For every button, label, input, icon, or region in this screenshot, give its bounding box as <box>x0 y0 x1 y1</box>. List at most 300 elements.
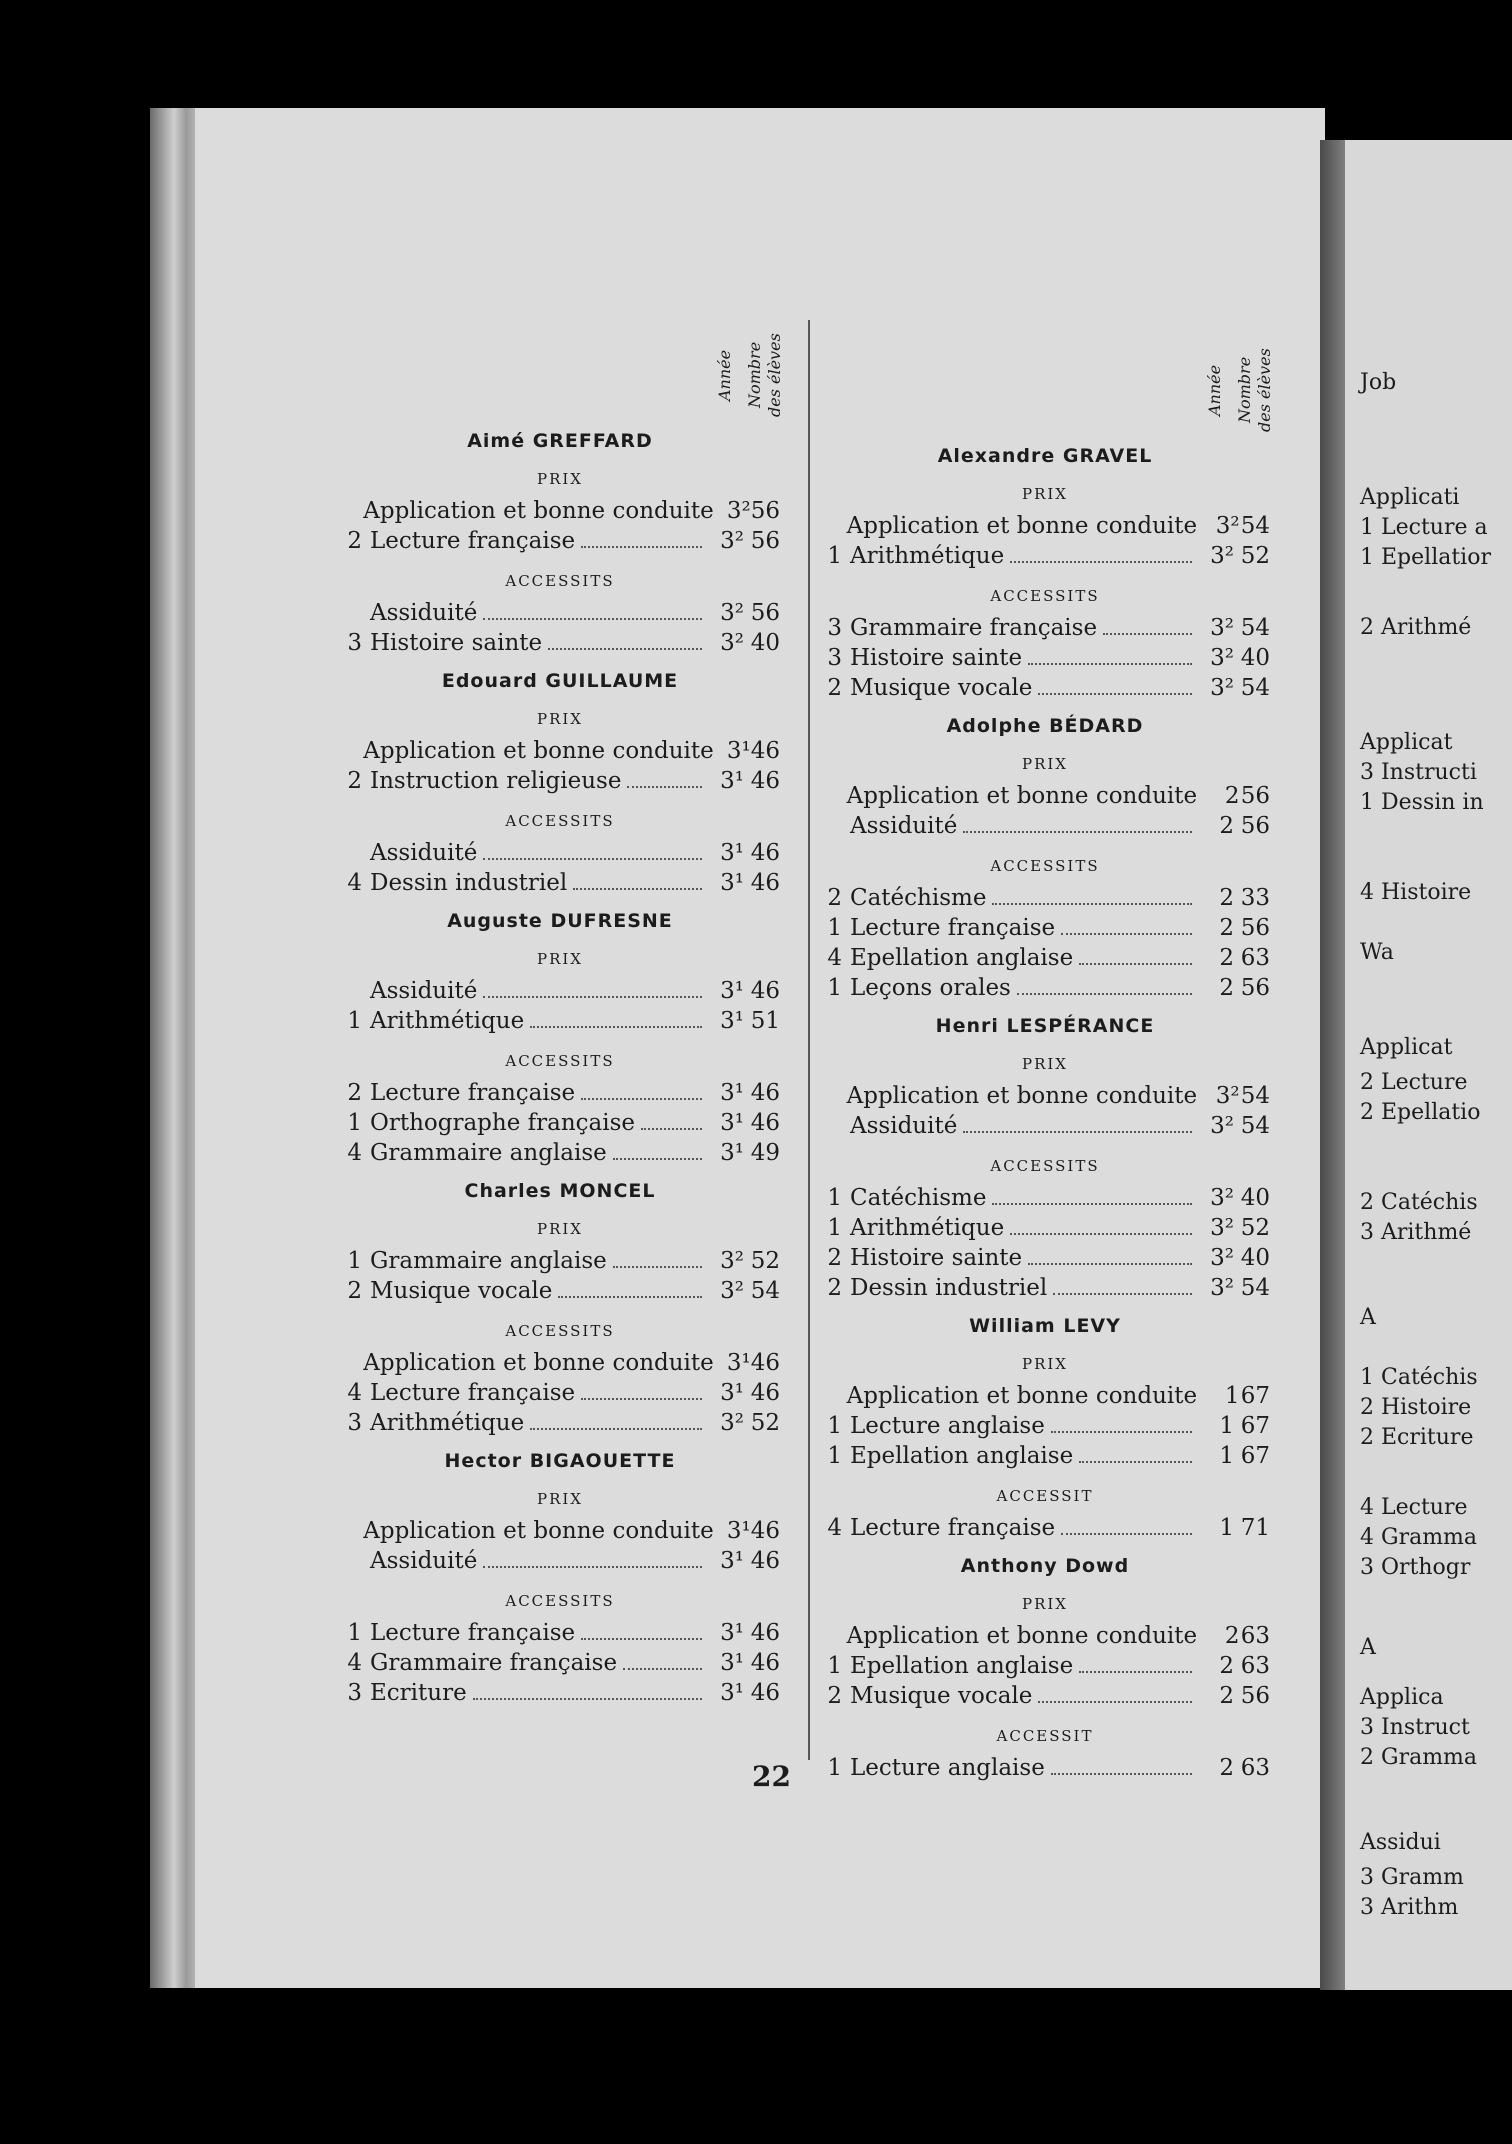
award-row <box>340 1080 780 1110</box>
count-value: 52 <box>1240 1215 1270 1241</box>
rank-number: 2 <box>827 1683 842 1709</box>
rank-number: 4 <box>347 1380 362 1406</box>
rank-number: 1 <box>827 543 842 569</box>
section-label: ACCESSITS <box>990 857 1100 875</box>
award-section <box>340 1592 780 1710</box>
subject-name: Application et bonne conduite <box>846 783 1198 809</box>
award-row <box>820 675 1270 705</box>
award-row <box>820 975 1270 1005</box>
count-value: 56 <box>1240 783 1270 809</box>
count-value: 56 <box>1240 813 1270 839</box>
student-entry <box>820 1015 1270 1305</box>
dot-leader <box>992 1203 1192 1205</box>
next-page-line: 3 Gramm <box>1360 1865 1464 1890</box>
next-page-line: 1 Catéchis <box>1360 1365 1478 1390</box>
year-value: 3² <box>1210 675 1234 701</box>
award-row <box>340 768 780 798</box>
subject-name: Catéchisme <box>850 885 987 911</box>
next-page-line: 1 Lecture a <box>1360 515 1488 540</box>
subject-name: Grammaire française <box>370 1650 618 1676</box>
student-name: Henri LESPÉRANCE <box>935 1015 1155 1037</box>
year-value: 3² <box>1210 615 1234 641</box>
award-row <box>340 840 780 870</box>
count-value: 52 <box>750 1248 780 1274</box>
count-value: 46 <box>750 1680 780 1706</box>
next-page-line: 4 Gramma <box>1360 1525 1478 1550</box>
award-row <box>820 1683 1270 1713</box>
count-value: 67 <box>1240 1443 1270 1469</box>
student-entry <box>340 1450 780 1710</box>
count-value: 40 <box>1240 645 1270 671</box>
section-label: ACCESSITS <box>990 1157 1100 1175</box>
count-value: 46 <box>750 1110 780 1136</box>
section-label: PRIX <box>537 1220 583 1238</box>
dot-leader <box>613 1158 702 1160</box>
count-value: 54 <box>750 1278 780 1304</box>
next-page-line: 3 Instruct <box>1360 1715 1470 1740</box>
rank-number: 3 <box>347 1410 362 1436</box>
student-entry <box>820 1555 1270 1785</box>
rank-number: 1 <box>827 1755 842 1781</box>
award-row <box>820 1113 1270 1143</box>
rank-number: 3 <box>827 615 842 641</box>
award-section <box>820 1727 1270 1785</box>
dot-leader <box>963 831 1192 833</box>
award-row <box>820 813 1270 843</box>
award-row <box>820 1245 1270 1275</box>
subject-name: Epellation anglaise <box>850 1653 1074 1679</box>
next-page-line: 2 Catéchis <box>1360 1190 1478 1215</box>
rank-number: 2 <box>827 885 842 911</box>
count-value: 46 <box>750 870 780 896</box>
count-value: 46 <box>750 840 780 866</box>
count-value: 51 <box>750 1008 780 1034</box>
subject-name: Assiduité <box>370 600 478 626</box>
year-header: Année <box>1205 364 1224 416</box>
count-value: 40 <box>1240 1245 1270 1271</box>
year-value: 3¹ <box>720 1650 744 1676</box>
subject-name: Assiduité <box>370 840 478 866</box>
student-entry <box>820 1315 1270 1545</box>
section-label: ACCESSITS <box>505 1592 615 1610</box>
subject-name: Dessin industriel <box>370 870 568 896</box>
count-value: 46 <box>750 978 780 1004</box>
year-value: 2 <box>1224 1623 1240 1649</box>
count-value: 46 <box>750 1548 780 1574</box>
year-value: 3¹ <box>720 1380 744 1406</box>
count-value: 46 <box>750 1380 780 1406</box>
year-value: 2 <box>1219 1653 1234 1679</box>
student-name: Charles MONCEL <box>464 1180 656 1202</box>
left-entries <box>340 430 780 1710</box>
subject-name: Lecture française <box>850 915 1056 941</box>
rank-number: 1 <box>347 1110 362 1136</box>
dot-leader <box>1038 1701 1192 1703</box>
next-page-line: A <box>1360 1635 1376 1660</box>
year-value: 3¹ <box>726 1518 751 1544</box>
year-value: 3² <box>720 1410 744 1436</box>
award-row <box>820 615 1270 645</box>
rank-number: 2 <box>347 1080 362 1106</box>
count-value: 46 <box>750 1080 780 1106</box>
award-row <box>820 783 1270 813</box>
year-value: 3² <box>1210 1275 1234 1301</box>
award-section <box>820 857 1270 1005</box>
count-value: 56 <box>750 498 780 524</box>
year-value: 3¹ <box>720 1140 744 1166</box>
award-row <box>340 870 780 900</box>
dot-leader <box>613 1266 702 1268</box>
section-label: ACCESSITS <box>505 1052 615 1070</box>
dot-leader <box>1079 1461 1192 1463</box>
award-section <box>820 1595 1270 1713</box>
section-label: PRIX <box>537 950 583 968</box>
count-value: 54 <box>1240 615 1270 641</box>
left-column <box>340 330 784 1716</box>
year-value: 3² <box>720 600 744 626</box>
award-row <box>340 1380 780 1410</box>
section-label: ACCESSITS <box>505 1322 615 1340</box>
subject-name: Dessin industriel <box>850 1275 1048 1301</box>
count-value: 52 <box>1240 543 1270 569</box>
section-label: ACCESSITS <box>990 587 1100 605</box>
award-row <box>820 1383 1270 1413</box>
subject-name: Lecture anglaise <box>850 1755 1045 1781</box>
year-value: 3¹ <box>720 870 744 896</box>
count-value: 54 <box>1240 1275 1270 1301</box>
count-value: 71 <box>1240 1515 1270 1541</box>
award-row <box>820 645 1270 675</box>
count-value: 46 <box>750 738 780 764</box>
count-value: 54 <box>1240 1113 1270 1139</box>
award-section <box>340 572 780 660</box>
award-row <box>340 978 780 1008</box>
next-page-line: Applicat <box>1360 730 1453 755</box>
dot-leader <box>581 1638 702 1640</box>
award-row <box>340 1140 780 1170</box>
year-value: 3² <box>1215 1083 1240 1109</box>
dot-leader <box>1051 1431 1192 1433</box>
dot-leader <box>1038 693 1192 695</box>
subject-name: Histoire sainte <box>370 630 543 656</box>
year-value: 3² <box>1210 1245 1234 1271</box>
award-row <box>340 1518 780 1548</box>
year-value: 3² <box>1210 645 1234 671</box>
year-value: 3¹ <box>720 768 744 794</box>
next-page-fragment <box>1345 140 1512 1990</box>
award-row <box>340 630 780 660</box>
dot-leader <box>483 618 702 620</box>
rank-number: 3 <box>347 630 362 656</box>
dot-leader <box>1103 633 1192 635</box>
dot-leader <box>1061 1533 1192 1535</box>
rank-number: 2 <box>827 675 842 701</box>
student-entry <box>340 1180 780 1440</box>
award-section <box>340 1220 780 1308</box>
dot-leader <box>1053 1293 1192 1295</box>
right-column <box>820 345 1274 1791</box>
year-value: 2 <box>1219 945 1234 971</box>
next-page-line: 3 Arithm <box>1360 1895 1459 1920</box>
next-page-line: 4 Histoire <box>1360 880 1472 905</box>
count-header: Nombre des élèves <box>1235 348 1274 432</box>
next-page-line: 1 Dessin in <box>1360 790 1484 815</box>
dot-leader <box>992 903 1192 905</box>
subject-name: Arithmétique <box>850 1215 1005 1241</box>
dot-leader <box>1051 1773 1192 1775</box>
rank-number: 4 <box>347 1650 362 1676</box>
student-entry <box>340 430 780 660</box>
dot-leader <box>483 1566 702 1568</box>
count-value: 56 <box>1240 915 1270 941</box>
subject-name: Application et bonne conduite <box>846 1623 1198 1649</box>
section-label: ACCESSITS <box>505 812 615 830</box>
next-page-line: 2 Arithmé <box>1360 615 1472 640</box>
award-row <box>820 915 1270 945</box>
award-row <box>340 1410 780 1440</box>
award-row <box>340 1110 780 1140</box>
dot-leader <box>1061 933 1192 935</box>
next-page-line: 2 Lecture <box>1360 1070 1468 1095</box>
subject-name: Lecture française <box>370 1080 576 1106</box>
award-row <box>340 1008 780 1038</box>
subject-name: Lecture française <box>850 1515 1056 1541</box>
student-name: Anthony Dowd <box>960 1555 1130 1577</box>
subject-name: Orthographe française <box>370 1110 636 1136</box>
year-value: 2 <box>1219 813 1234 839</box>
year-value: 3¹ <box>720 1680 744 1706</box>
year-value: 3² <box>726 498 751 524</box>
dot-leader <box>581 546 702 548</box>
subject-name: Lecture française <box>370 1380 576 1406</box>
dot-leader <box>1017 993 1192 995</box>
count-value: 63 <box>1240 1623 1270 1649</box>
year-value: 3¹ <box>720 1548 744 1574</box>
count-value: 56 <box>1240 1683 1270 1709</box>
next-page-line: Job <box>1360 370 1397 395</box>
year-value: 3² <box>1210 1215 1234 1241</box>
subject-name: Application et bonne conduite <box>846 1383 1198 1409</box>
subject-name: Arithmétique <box>370 1008 525 1034</box>
year-value: 3¹ <box>726 1350 751 1376</box>
section-label: ACCESSITS <box>505 572 615 590</box>
rank-number: 4 <box>827 1515 842 1541</box>
next-page-line: 3 Instructi <box>1360 760 1477 785</box>
subject-name: Grammaire anglaise <box>370 1140 607 1166</box>
rank-number: 1 <box>827 1215 842 1241</box>
rank-number: 4 <box>827 945 842 971</box>
count-value: 54 <box>1240 513 1270 539</box>
award-row <box>340 600 780 630</box>
count-value: 56 <box>750 528 780 554</box>
award-row <box>820 1515 1270 1545</box>
student-name: Edouard GUILLAUME <box>441 670 679 692</box>
subject-name: Application et bonne conduite <box>846 1083 1198 1109</box>
page-number: 22 <box>752 1760 791 1793</box>
count-value: 40 <box>750 630 780 656</box>
year-value: 1 <box>1219 1413 1234 1439</box>
award-row <box>340 1620 780 1650</box>
count-value: 63 <box>1240 1653 1270 1679</box>
year-value: 3² <box>1210 1113 1234 1139</box>
student-name: Aimé GREFFARD <box>467 430 653 452</box>
year-value: 3² <box>1215 513 1240 539</box>
award-section <box>820 755 1270 843</box>
award-section <box>820 1487 1270 1545</box>
subject-name: Grammaire anglaise <box>370 1248 607 1274</box>
award-row <box>340 1548 780 1578</box>
award-row <box>820 885 1270 915</box>
award-row <box>820 945 1270 975</box>
count-value: 46 <box>750 1650 780 1676</box>
count-value: 52 <box>750 1410 780 1436</box>
year-value: 2 <box>1219 885 1234 911</box>
award-section <box>340 470 780 558</box>
student-name: Hector BIGAOUETTE <box>444 1450 676 1472</box>
column-divider <box>808 320 810 1760</box>
award-section <box>820 587 1270 705</box>
subject-name: Application et bonne conduite <box>363 498 714 524</box>
section-label: PRIX <box>1022 1595 1068 1613</box>
right-entries <box>820 445 1270 1785</box>
subject-name: Ecriture <box>370 1680 467 1706</box>
student-name: Alexandre GRAVEL <box>937 445 1153 467</box>
award-row <box>340 1650 780 1680</box>
year-header: Année <box>715 349 734 401</box>
rank-number: 2 <box>347 768 362 794</box>
year-value: 3¹ <box>720 1008 744 1034</box>
dot-leader <box>573 888 702 890</box>
next-page-line: 2 Gramma <box>1360 1745 1478 1770</box>
year-value: 2 <box>1219 975 1234 1001</box>
student-entry <box>820 715 1270 1005</box>
student-entry <box>820 445 1270 705</box>
rank-number: 1 <box>347 1620 362 1646</box>
next-page-line: Assidui <box>1360 1830 1441 1855</box>
dot-leader <box>641 1128 702 1130</box>
next-page-line: Applica <box>1360 1685 1444 1710</box>
subject-name: Musique vocale <box>370 1278 553 1304</box>
award-row <box>820 1275 1270 1305</box>
count-value: 67 <box>1240 1413 1270 1439</box>
award-section <box>340 1490 780 1578</box>
year-value: 2 <box>1219 1683 1234 1709</box>
rank-number: 4 <box>347 870 362 896</box>
section-label: PRIX <box>1022 1355 1068 1373</box>
award-row <box>340 738 780 768</box>
year-value: 2 <box>1224 783 1240 809</box>
award-section <box>820 1157 1270 1305</box>
right-column-header <box>820 345 1274 435</box>
subject-name: Application et bonne conduite <box>363 1518 714 1544</box>
dot-leader <box>1010 561 1192 563</box>
subject-name: Histoire sainte <box>850 1245 1023 1271</box>
count-value: 40 <box>1240 1185 1270 1211</box>
dot-leader <box>1079 963 1192 965</box>
section-label: PRIX <box>1022 1055 1068 1073</box>
count-value: 33 <box>1240 885 1270 911</box>
award-row <box>340 1680 780 1710</box>
rank-number: 1 <box>827 1443 842 1469</box>
count-value: 54 <box>1240 675 1270 701</box>
section-label: PRIX <box>537 710 583 728</box>
award-row <box>820 1443 1270 1473</box>
award-row <box>820 1083 1270 1113</box>
year-value: 2 <box>1219 915 1234 941</box>
award-row <box>820 1185 1270 1215</box>
award-section <box>340 1052 780 1170</box>
count-value: 56 <box>750 600 780 626</box>
student-name: William LEVY <box>969 1315 1121 1337</box>
next-page-line: 3 Orthogr <box>1360 1555 1471 1580</box>
rank-number: 1 <box>827 975 842 1001</box>
subject-name: Application et bonne conduite <box>363 738 714 764</box>
subject-name: Leçons orales <box>850 975 1011 1001</box>
dot-leader <box>627 786 702 788</box>
next-page-line: 2 Epellatio <box>1360 1100 1481 1125</box>
year-value: 3² <box>1210 543 1234 569</box>
rank-number: 1 <box>827 1653 842 1679</box>
next-page-line: Applicat <box>1360 1035 1453 1060</box>
next-page-line: Wa <box>1360 940 1394 965</box>
dot-leader <box>483 996 702 998</box>
rank-number: 3 <box>347 1680 362 1706</box>
count-value: 46 <box>750 768 780 794</box>
section-label: PRIX <box>537 470 583 488</box>
year-value: 2 <box>1219 1755 1234 1781</box>
subject-name: Lecture anglaise <box>850 1413 1045 1439</box>
year-value: 3² <box>720 630 744 656</box>
rank-number: 2 <box>347 1278 362 1304</box>
count-value: 56 <box>1240 975 1270 1001</box>
year-value: 3¹ <box>720 1110 744 1136</box>
rank-number: 1 <box>827 1413 842 1439</box>
count-header: Nombre des élèves <box>745 333 784 417</box>
rank-number: 1 <box>347 1248 362 1274</box>
next-page-line: Applicati <box>1360 485 1460 510</box>
dot-leader <box>1079 1671 1192 1673</box>
year-value: 3² <box>720 1248 744 1274</box>
award-row <box>820 513 1270 543</box>
dot-leader <box>548 648 702 650</box>
dot-leader <box>963 1131 1192 1133</box>
rank-number: 2 <box>347 528 362 554</box>
next-page-line: 3 Arithmé <box>1360 1220 1472 1245</box>
award-section <box>340 812 780 900</box>
next-page-line: A <box>1360 1305 1376 1330</box>
subject-name: Arithmétique <box>850 543 1005 569</box>
year-value: 3² <box>720 528 744 554</box>
subject-name: Arithmétique <box>370 1410 525 1436</box>
year-value: 1 <box>1219 1443 1234 1469</box>
next-page-line: 4 Lecture <box>1360 1495 1468 1520</box>
year-value: 1 <box>1219 1515 1234 1541</box>
rank-number: 3 <box>827 645 842 671</box>
subject-name: Application et bonne conduite <box>363 1350 714 1376</box>
award-row <box>820 543 1270 573</box>
count-value: 46 <box>750 1350 780 1376</box>
dot-leader <box>483 858 702 860</box>
subject-name: Lecture française <box>370 1620 576 1646</box>
award-row <box>340 1350 780 1380</box>
dot-leader <box>581 1398 702 1400</box>
award-row <box>820 1755 1270 1785</box>
section-label: PRIX <box>1022 485 1068 503</box>
subject-name: Musique vocale <box>850 1683 1033 1709</box>
count-value: 67 <box>1240 1383 1270 1409</box>
year-value: 3¹ <box>726 738 751 764</box>
dot-leader <box>1028 663 1192 665</box>
